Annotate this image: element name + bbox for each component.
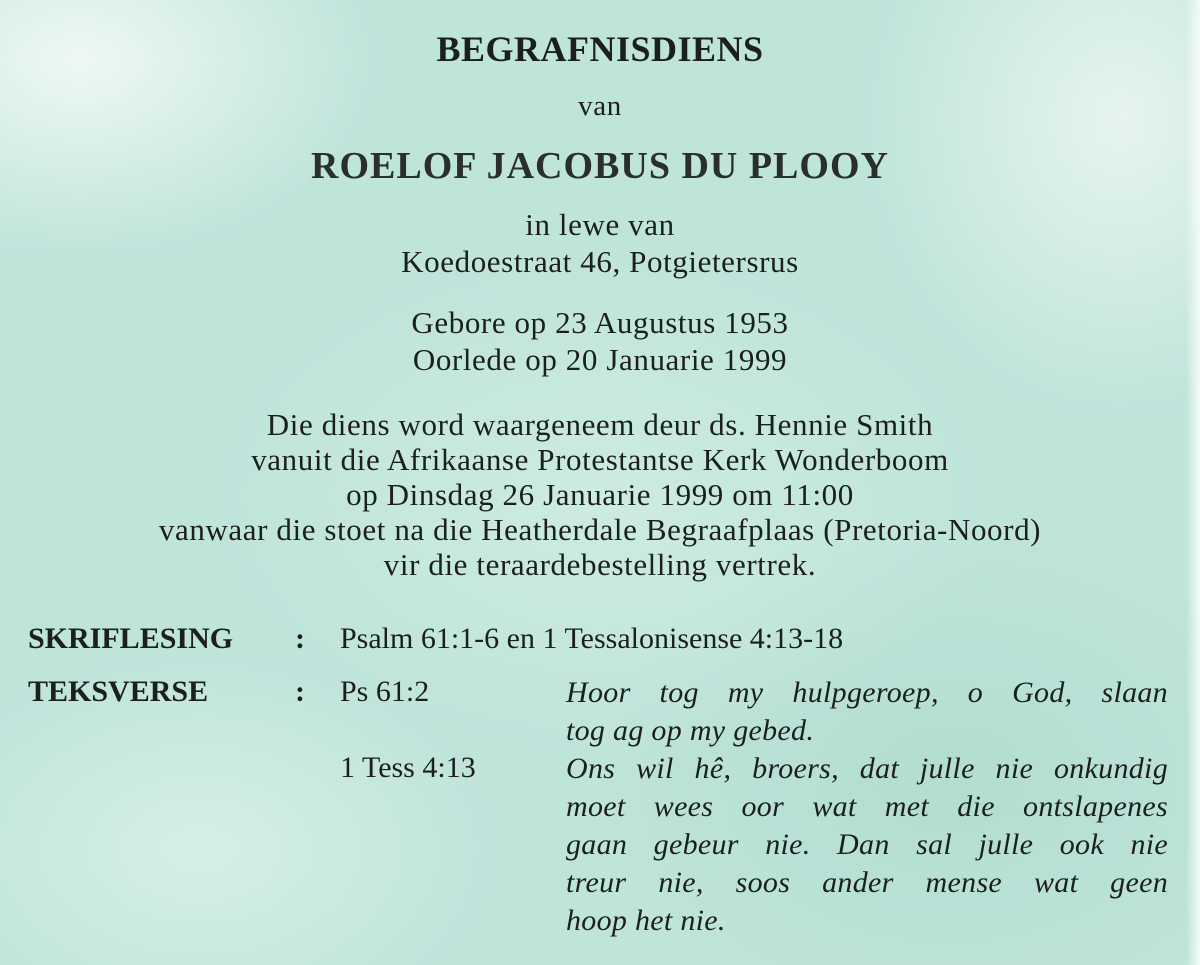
verse-line: gaan gebeur nie. Dan sal julle ook nie: [566, 828, 1168, 861]
skriflesing-colon: :: [295, 622, 305, 655]
service-line: Die diens word waargeneem deur ds. Hennie Smith: [266, 407, 934, 442]
verse-text: [566, 674, 1168, 750]
verse-line: Hoor tog my hulpgeroep, o God, slaan: [566, 676, 1168, 709]
birth-date: Gebore op 23 Augustus 1953: [411, 305, 789, 340]
skriflesing-label: SKRIFLESING: [28, 622, 234, 655]
document-title: BEGRAFNISDIENS: [436, 29, 764, 69]
verse-ref: Ps 61:2: [340, 675, 430, 708]
verse-line: treur nie, soos ander mense wat geen: [566, 866, 1168, 899]
verse-line: tog ag op my gebed.: [566, 714, 815, 747]
service-line: op Dinsdag 26 Januarie 1999 om 11:00: [346, 477, 854, 512]
skriflesing-text: Psalm 61:1-6 en 1 Tessalonisense 4:13-18: [340, 622, 844, 655]
in-lewe-van: in lewe van: [525, 207, 675, 242]
verse-text: [566, 750, 1168, 940]
verse-ref: 1 Tess 4:13: [340, 751, 476, 784]
verse-line: moet wees oor wat met die ontslapenes: [566, 790, 1168, 823]
deceased-name: ROELOF JACOBUS DU PLOOY: [311, 145, 889, 187]
service-line: vanuit die Afrikaanse Protestantse Kerk Wonderboom: [251, 442, 949, 477]
page-edge: [1186, 0, 1200, 965]
death-date: Oorlede op 20 Januarie 1999: [412, 342, 788, 377]
address: Koedoestraat 46, Potgietersrus: [401, 244, 799, 279]
service-line: vir die teraardebestelling vertrek.: [383, 547, 817, 582]
van-text: van: [578, 90, 622, 122]
verse-line: hoop het nie.: [566, 904, 726, 937]
teksverse-label: TEKSVERSE: [28, 675, 209, 708]
verse-line: Ons wil hê, broers, dat julle nie onkundig: [566, 752, 1168, 785]
service-line: vanwaar die stoet na die Heatherdale Begraafplaas (Pretoria-Noord): [158, 512, 1042, 547]
teksverse-colon: :: [295, 675, 305, 708]
